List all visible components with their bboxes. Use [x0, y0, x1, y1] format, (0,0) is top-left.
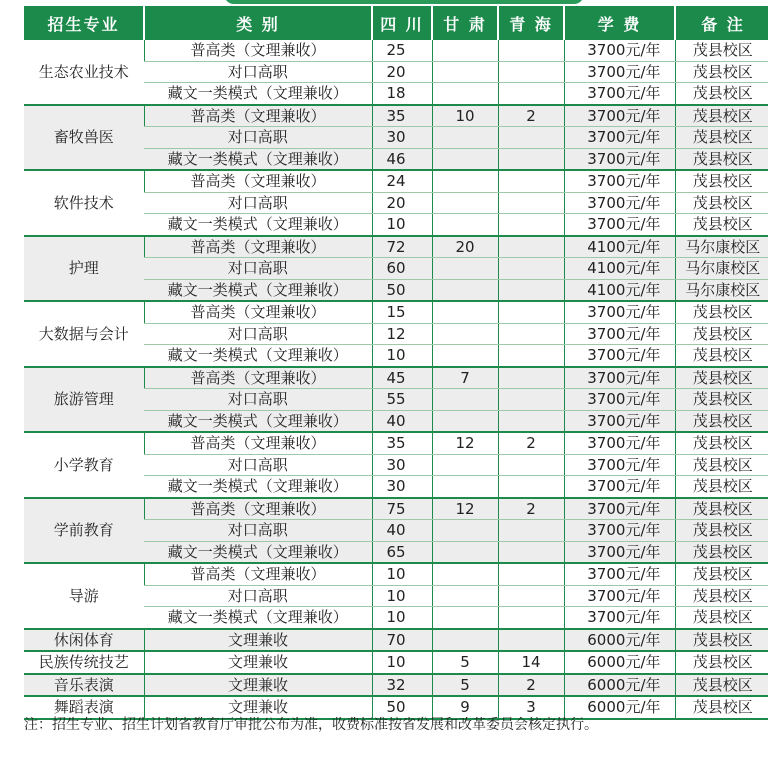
category-cell: 藏文一类模式（文理兼收）: [144, 345, 372, 367]
campus-note-cell: 茂县校区: [675, 323, 768, 345]
qinghai-quota-cell: 2: [498, 674, 564, 697]
fee-cell: 3700元/年: [564, 410, 675, 432]
category-cell: 文理兼收: [144, 674, 372, 697]
table-row: [24, 651, 768, 674]
table-header-row: [24, 6, 768, 40]
qinghai-quota-cell: [498, 192, 564, 214]
category-cell: 对口高职: [144, 127, 372, 149]
fee-cell: 4100元/年: [564, 279, 675, 301]
sichuan-quota-cell: 25: [372, 40, 432, 61]
fee-cell: 3700元/年: [564, 476, 675, 498]
campus-note-cell: 茂县校区: [675, 345, 768, 367]
table-row: [24, 367, 768, 389]
major-cell: 学前教育: [24, 498, 144, 564]
fee-cell: 3700元/年: [564, 520, 675, 542]
qinghai-quota-cell: [498, 236, 564, 258]
category-cell: 对口高职: [144, 61, 372, 83]
category-cell: 藏文一类模式（文理兼收）: [144, 148, 372, 170]
header-gansu: 甘 肃: [432, 6, 498, 40]
table-row: [24, 674, 768, 697]
sichuan-quota-cell: 10: [372, 585, 432, 607]
gansu-quota-cell: 7: [432, 367, 498, 389]
campus-note-cell: 茂县校区: [675, 432, 768, 454]
qinghai-quota-cell: [498, 214, 564, 236]
sichuan-quota-cell: 60: [372, 258, 432, 280]
fee-cell: 3700元/年: [564, 454, 675, 476]
fee-cell: 3700元/年: [564, 432, 675, 454]
fee-cell: 3700元/年: [564, 389, 675, 411]
major-cell: 软件技术: [24, 170, 144, 236]
table-row: [24, 170, 768, 192]
qinghai-quota-cell: [498, 563, 564, 585]
fee-cell: 3700元/年: [564, 214, 675, 236]
campus-note-cell: 茂县校区: [675, 454, 768, 476]
table-row: [24, 40, 768, 61]
table-row: [24, 301, 768, 323]
table-row: [24, 629, 768, 652]
sichuan-quota-cell: 10: [372, 345, 432, 367]
category-cell: 对口高职: [144, 520, 372, 542]
campus-note-cell: 马尔康校区: [675, 236, 768, 258]
fee-cell: 3700元/年: [564, 541, 675, 563]
header-major: 招生专业: [24, 6, 144, 40]
campus-note-cell: 茂县校区: [675, 541, 768, 563]
fee-cell: 3700元/年: [564, 148, 675, 170]
qinghai-quota-cell: [498, 367, 564, 389]
campus-note-cell: 茂县校区: [675, 629, 768, 652]
gansu-quota-cell: [432, 323, 498, 345]
gansu-quota-cell: [432, 389, 498, 411]
sichuan-quota-cell: 20: [372, 61, 432, 83]
table-row: [24, 105, 768, 127]
gansu-quota-cell: [432, 410, 498, 432]
gansu-quota-cell: 12: [432, 498, 498, 520]
fee-cell: 4100元/年: [564, 236, 675, 258]
qinghai-quota-cell: [498, 454, 564, 476]
gansu-quota-cell: 5: [432, 674, 498, 697]
fee-cell: 6000元/年: [564, 696, 675, 719]
sichuan-quota-cell: 10: [372, 607, 432, 629]
table-row: [24, 236, 768, 258]
sichuan-quota-cell: 50: [372, 279, 432, 301]
qinghai-quota-cell: [498, 607, 564, 629]
gansu-quota-cell: [432, 192, 498, 214]
sichuan-quota-cell: 72: [372, 236, 432, 258]
major-cell: 音乐表演: [24, 674, 144, 697]
table-row: [24, 432, 768, 454]
qinghai-quota-cell: [498, 301, 564, 323]
sichuan-quota-cell: 30: [372, 127, 432, 149]
fee-cell: 3700元/年: [564, 323, 675, 345]
sichuan-quota-cell: 10: [372, 651, 432, 674]
header-fee: 学 费: [564, 6, 675, 40]
category-cell: 对口高职: [144, 192, 372, 214]
gansu-quota-cell: [432, 563, 498, 585]
category-cell: 普高类（文理兼收）: [144, 301, 372, 323]
gansu-quota-cell: [432, 279, 498, 301]
gansu-quota-cell: 9: [432, 696, 498, 719]
sichuan-quota-cell: 24: [372, 170, 432, 192]
category-cell: 藏文一类模式（文理兼收）: [144, 279, 372, 301]
sichuan-quota-cell: 55: [372, 389, 432, 411]
fee-cell: 3700元/年: [564, 563, 675, 585]
gansu-quota-cell: 10: [432, 105, 498, 127]
campus-note-cell: 茂县校区: [675, 389, 768, 411]
header-note: 备 注: [675, 6, 768, 40]
sichuan-quota-cell: 18: [372, 83, 432, 105]
qinghai-quota-cell: [498, 323, 564, 345]
header-category: 类 别: [144, 6, 372, 40]
gansu-quota-cell: [432, 127, 498, 149]
major-cell: 民族传统技艺: [24, 651, 144, 674]
sichuan-quota-cell: 50: [372, 696, 432, 719]
category-cell: 对口高职: [144, 454, 372, 476]
qinghai-quota-cell: [498, 148, 564, 170]
fee-cell: 3700元/年: [564, 345, 675, 367]
category-cell: 藏文一类模式（文理兼收）: [144, 410, 372, 432]
campus-note-cell: 茂县校区: [675, 651, 768, 674]
sichuan-quota-cell: 45: [372, 367, 432, 389]
sichuan-quota-cell: 30: [372, 454, 432, 476]
sichuan-quota-cell: 35: [372, 432, 432, 454]
campus-note-cell: 茂县校区: [675, 301, 768, 323]
major-cell: 小学教育: [24, 432, 144, 498]
gansu-quota-cell: [432, 520, 498, 542]
campus-note-cell: 茂县校区: [675, 214, 768, 236]
fee-cell: 3700元/年: [564, 170, 675, 192]
category-cell: 藏文一类模式（文理兼收）: [144, 476, 372, 498]
qinghai-quota-cell: [498, 476, 564, 498]
campus-note-cell: 茂县校区: [675, 585, 768, 607]
category-cell: 普高类（文理兼收）: [144, 367, 372, 389]
category-cell: 普高类（文理兼收）: [144, 498, 372, 520]
campus-note-cell: 茂县校区: [675, 127, 768, 149]
campus-note-cell: 茂县校区: [675, 192, 768, 214]
qinghai-quota-cell: [498, 258, 564, 280]
campus-note-cell: 茂县校区: [675, 105, 768, 127]
sichuan-quota-cell: 65: [372, 541, 432, 563]
qinghai-quota-cell: 2: [498, 105, 564, 127]
category-cell: 普高类（文理兼收）: [144, 40, 372, 61]
sichuan-quota-cell: 15: [372, 301, 432, 323]
category-cell: 普高类（文理兼收）: [144, 105, 372, 127]
campus-note-cell: 茂县校区: [675, 674, 768, 697]
sichuan-quota-cell: 35: [372, 105, 432, 127]
category-cell: 对口高职: [144, 323, 372, 345]
sichuan-quota-cell: 40: [372, 520, 432, 542]
campus-note-cell: 茂县校区: [675, 61, 768, 83]
qinghai-quota-cell: 14: [498, 651, 564, 674]
campus-note-cell: 茂县校区: [675, 40, 768, 61]
fee-cell: 3700元/年: [564, 585, 675, 607]
gansu-quota-cell: [432, 301, 498, 323]
gansu-quota-cell: 20: [432, 236, 498, 258]
gansu-quota-cell: [432, 83, 498, 105]
campus-note-cell: 茂县校区: [675, 148, 768, 170]
sichuan-quota-cell: 20: [372, 192, 432, 214]
table-row: [24, 563, 768, 585]
campus-note-cell: 茂县校区: [675, 410, 768, 432]
major-cell: 护理: [24, 236, 144, 302]
gansu-quota-cell: [432, 454, 498, 476]
qinghai-quota-cell: [498, 585, 564, 607]
major-cell: 畜牧兽医: [24, 105, 144, 171]
gansu-quota-cell: [432, 214, 498, 236]
qinghai-quota-cell: [498, 170, 564, 192]
enrollment-table: [24, 6, 768, 720]
major-cell: 旅游管理: [24, 367, 144, 433]
major-cell: 大数据与会计: [24, 301, 144, 367]
qinghai-quota-cell: [498, 410, 564, 432]
major-cell: 导游: [24, 563, 144, 629]
campus-note-cell: 茂县校区: [675, 367, 768, 389]
fee-cell: 6000元/年: [564, 674, 675, 697]
footnote: 注：招生专业、招生计划省教育厅审批公布为准，收费标准按省发展和改革委员会核定执行。: [24, 717, 598, 733]
campus-note-cell: 茂县校区: [675, 696, 768, 719]
sichuan-quota-cell: 70: [372, 629, 432, 652]
gansu-quota-cell: [432, 40, 498, 61]
category-cell: 对口高职: [144, 389, 372, 411]
sichuan-quota-cell: 10: [372, 563, 432, 585]
campus-note-cell: 茂县校区: [675, 170, 768, 192]
qinghai-quota-cell: [498, 389, 564, 411]
qinghai-quota-cell: [498, 40, 564, 61]
fee-cell: 3700元/年: [564, 61, 675, 83]
qinghai-quota-cell: [498, 520, 564, 542]
fee-cell: 6000元/年: [564, 651, 675, 674]
table-row: [24, 498, 768, 520]
qinghai-quota-cell: 2: [498, 498, 564, 520]
sichuan-quota-cell: 40: [372, 410, 432, 432]
qinghai-quota-cell: [498, 61, 564, 83]
qinghai-quota-cell: [498, 127, 564, 149]
category-cell: 文理兼收: [144, 629, 372, 652]
fee-cell: 3700元/年: [564, 498, 675, 520]
sichuan-quota-cell: 32: [372, 674, 432, 697]
fee-cell: 3700元/年: [564, 301, 675, 323]
sichuan-quota-cell: 10: [372, 214, 432, 236]
gansu-quota-cell: [432, 258, 498, 280]
sichuan-quota-cell: 75: [372, 498, 432, 520]
category-cell: 藏文一类模式（文理兼收）: [144, 607, 372, 629]
qinghai-quota-cell: 2: [498, 432, 564, 454]
gansu-quota-cell: [432, 345, 498, 367]
gansu-quota-cell: [432, 541, 498, 563]
gansu-quota-cell: [432, 148, 498, 170]
fee-cell: 3700元/年: [564, 367, 675, 389]
qinghai-quota-cell: [498, 629, 564, 652]
enrollment-plan: [24, 0, 761, 720]
major-cell: 舞蹈表演: [24, 696, 144, 719]
gansu-quota-cell: [432, 629, 498, 652]
category-cell: 普高类（文理兼收）: [144, 432, 372, 454]
sichuan-quota-cell: 12: [372, 323, 432, 345]
category-cell: 文理兼收: [144, 696, 372, 719]
campus-note-cell: 茂县校区: [675, 520, 768, 542]
qinghai-quota-cell: 3: [498, 696, 564, 719]
campus-note-cell: 马尔康校区: [675, 279, 768, 301]
gansu-quota-cell: [432, 476, 498, 498]
header-sichuan: 四 川: [372, 6, 432, 40]
category-cell: 藏文一类模式（文理兼收）: [144, 541, 372, 563]
sichuan-quota-cell: 30: [372, 476, 432, 498]
gansu-quota-cell: [432, 607, 498, 629]
fee-cell: 3700元/年: [564, 127, 675, 149]
qinghai-quota-cell: [498, 541, 564, 563]
category-cell: 对口高职: [144, 585, 372, 607]
fee-cell: 3700元/年: [564, 83, 675, 105]
campus-note-cell: 茂县校区: [675, 563, 768, 585]
campus-note-cell: 马尔康校区: [675, 258, 768, 280]
sichuan-quota-cell: 46: [372, 148, 432, 170]
category-cell: 文理兼收: [144, 651, 372, 674]
category-cell: 普高类（文理兼收）: [144, 563, 372, 585]
fee-cell: 3700元/年: [564, 607, 675, 629]
header-qinghai: 青 海: [498, 6, 564, 40]
gansu-quota-cell: 12: [432, 432, 498, 454]
fee-cell: 4100元/年: [564, 258, 675, 280]
category-cell: 普高类（文理兼收）: [144, 236, 372, 258]
major-cell: 生态农业技术: [24, 40, 144, 105]
major-cell: 休闲体育: [24, 629, 144, 652]
top-banner-decoration: [224, 0, 584, 4]
campus-note-cell: 茂县校区: [675, 83, 768, 105]
category-cell: 对口高职: [144, 258, 372, 280]
campus-note-cell: 茂县校区: [675, 607, 768, 629]
gansu-quota-cell: [432, 585, 498, 607]
gansu-quota-cell: [432, 61, 498, 83]
table-body: [24, 40, 768, 719]
campus-note-cell: 茂县校区: [675, 498, 768, 520]
category-cell: 藏文一类模式（文理兼收）: [144, 214, 372, 236]
qinghai-quota-cell: [498, 83, 564, 105]
fee-cell: 3700元/年: [564, 105, 675, 127]
gansu-quota-cell: 5: [432, 651, 498, 674]
gansu-quota-cell: [432, 170, 498, 192]
category-cell: 普高类（文理兼收）: [144, 170, 372, 192]
qinghai-quota-cell: [498, 279, 564, 301]
fee-cell: 3700元/年: [564, 192, 675, 214]
campus-note-cell: 茂县校区: [675, 476, 768, 498]
category-cell: 藏文一类模式（文理兼收）: [144, 83, 372, 105]
fee-cell: 6000元/年: [564, 629, 675, 652]
fee-cell: 3700元/年: [564, 40, 675, 61]
qinghai-quota-cell: [498, 345, 564, 367]
